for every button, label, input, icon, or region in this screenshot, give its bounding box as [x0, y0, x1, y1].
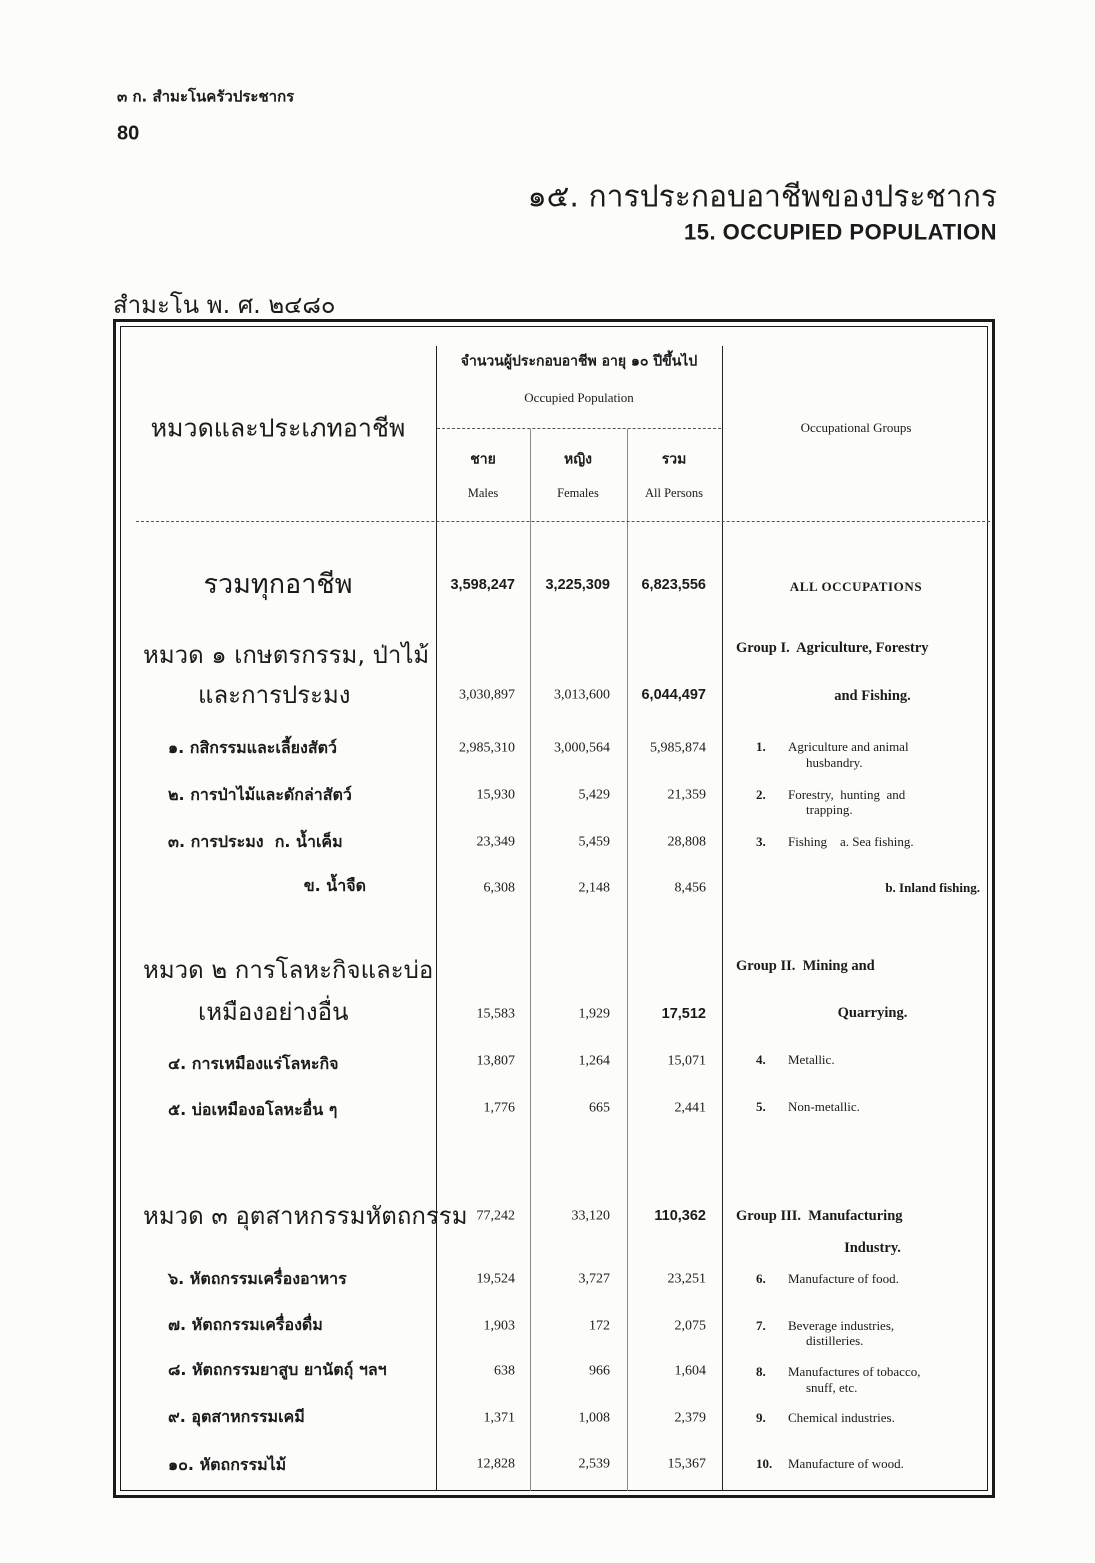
- row-females-value: 33,120: [571, 1208, 610, 1224]
- row-males-value: 1,776: [483, 1100, 515, 1116]
- row-males-value: 77,242: [476, 1208, 515, 1224]
- row-males-value: 1,903: [483, 1318, 515, 1334]
- column-heading-thai: หมวดและประเภทอาชีพ: [150, 413, 406, 443]
- row-thai-label: เหมืองอย่างอื่น: [198, 998, 349, 1026]
- row-english-label: Industry.: [844, 1239, 901, 1256]
- population-heading-thai: จำนวนผู้ประกอบอาชีพ อายุ ๑๐ ปีขึ้นไป: [460, 353, 698, 370]
- column-heading-english: Occupational Groups: [800, 419, 912, 435]
- all-persons-heading-english: All Persons: [645, 486, 703, 501]
- row-english-number: 10.: [756, 1455, 773, 1471]
- row-english-number: 4.: [756, 1051, 766, 1067]
- row-males-value: 15,583: [476, 1006, 515, 1022]
- row-english-label: Manufacture of food.: [788, 1270, 899, 1286]
- column-divider-english: [722, 346, 723, 1491]
- row-thai-label: ๑. กสิกรรมและเลี้ยงสัตว์: [168, 738, 337, 757]
- row-total-value: 2,441: [674, 1100, 706, 1116]
- row-english-label: b. Inland fishing.: [885, 879, 980, 895]
- table-title-thai: ๑๕. การประกอบอาชีพของประชากร: [527, 179, 997, 215]
- row-females-value: 5,429: [578, 787, 610, 803]
- row-thai-label: ๘. หัตถกรรมยาสูบ ยานัตถุ์ ฯลฯ: [168, 1360, 387, 1379]
- row-males-value: 13,807: [476, 1053, 515, 1069]
- row-thai-label: ๓. การประมง ก. น้ำเค็ม: [168, 832, 343, 851]
- row-total-value: 6,823,556: [641, 576, 706, 593]
- row-english-number: 5.: [756, 1098, 766, 1114]
- row-females-value: 1,929: [578, 1006, 610, 1022]
- row-total-value: 5,985,874: [650, 740, 706, 756]
- running-head: ๓ ก. สำมะโนครัวประชากร: [117, 87, 295, 106]
- row-english-number: 2.: [756, 786, 766, 802]
- row-thai-label: หมวด ๑ เกษตรกรรม, ป่าไม้: [143, 641, 430, 669]
- row-total-value: 21,359: [667, 787, 706, 803]
- row-english-number: 6.: [756, 1270, 766, 1286]
- row-english-label: husbandry.: [806, 754, 863, 770]
- row-english-label: Group I. Agriculture, Forestry: [736, 639, 929, 656]
- row-thai-label: หมวด ๓ อุตสาหกรรมหัตถกรรม: [143, 1202, 468, 1230]
- row-thai-label: ข. น้ำจืด: [303, 876, 366, 895]
- row-males-value: 23,349: [476, 834, 515, 850]
- row-thai-label: ๔. การเหมืองแร่โลหะกิจ: [168, 1054, 339, 1073]
- row-males-value: 1,371: [483, 1410, 515, 1426]
- row-thai-label: ๙. อุตสาหกรรมเคมี: [168, 1407, 305, 1426]
- row-english-label: Quarrying.: [837, 1004, 908, 1021]
- row-thai-label: หมวด ๒ การโลหะกิจและบ่อ: [143, 956, 434, 984]
- row-total-value: 15,367: [667, 1456, 706, 1472]
- row-english-label: Group III. Manufacturing: [736, 1207, 903, 1224]
- page-number: 80: [117, 122, 140, 145]
- row-females-value: 3,000,564: [554, 740, 610, 756]
- header-rule: [136, 521, 990, 522]
- row-males-value: 3,030,897: [459, 687, 515, 703]
- table-title-english: 15. OCCUPIED POPULATION: [683, 219, 997, 245]
- row-thai-label: ๒. การป่าไม้และดักล่าสัตว์: [168, 785, 352, 804]
- row-english-label: Fishing a. Sea fishing.: [788, 833, 914, 849]
- row-total-value: 1,604: [674, 1363, 706, 1379]
- row-english-number: 7.: [756, 1317, 766, 1333]
- row-english-label: snuff, etc.: [806, 1379, 858, 1395]
- row-thai-label: รวมทุกอาชีพ: [203, 569, 353, 601]
- row-thai-label: ๕. บ่อเหมืองอโลหะอื่น ๆ: [168, 1100, 338, 1119]
- row-females-value: 966: [589, 1363, 610, 1379]
- row-males-value: 6,308: [483, 880, 515, 896]
- row-females-value: 1,264: [578, 1053, 610, 1069]
- row-total-value: 110,362: [654, 1207, 706, 1224]
- row-english-label: trapping.: [806, 801, 853, 817]
- row-females-value: 5,459: [578, 834, 610, 850]
- row-total-value: 2,075: [674, 1318, 706, 1334]
- row-english-label: Manufactures of tobacco,: [788, 1363, 921, 1379]
- row-english-label: Group II. Mining and: [736, 957, 875, 974]
- row-females-value: 3,013,600: [554, 687, 610, 703]
- row-english-label: Agriculture and animal: [788, 738, 909, 754]
- row-females-value: 1,008: [578, 1410, 610, 1426]
- row-females-value: 2,148: [578, 880, 610, 896]
- row-total-value: 6,044,497: [641, 686, 706, 703]
- row-english-label: Manufacture of wood.: [788, 1455, 904, 1471]
- row-total-value: 15,071: [667, 1053, 706, 1069]
- population-heading-english: Occupied Population: [524, 389, 634, 405]
- females-heading-thai: หญิง: [564, 451, 592, 468]
- row-total-value: 28,808: [667, 834, 706, 850]
- row-thai-label: ๑๐. หัตถกรรมไม้: [168, 1455, 287, 1474]
- row-females-value: 3,727: [578, 1271, 610, 1287]
- males-heading-thai: ชาย: [470, 451, 496, 468]
- row-english-label: ALL OCCUPATIONS: [789, 578, 923, 594]
- row-males-value: 2,985,310: [459, 740, 515, 756]
- row-total-value: 8,456: [674, 880, 706, 896]
- row-total-value: 2,379: [674, 1410, 706, 1426]
- row-english-label: distilleries.: [806, 1332, 864, 1348]
- row-total-value: 23,251: [667, 1271, 706, 1287]
- row-females-value: 665: [589, 1100, 610, 1116]
- row-english-number: 3.: [756, 833, 766, 849]
- row-english-number: 9.: [756, 1409, 766, 1425]
- row-english-label: Metallic.: [788, 1051, 835, 1067]
- row-males-value: 3,598,247: [450, 576, 515, 593]
- row-thai-label: ๖. หัตถกรรมเครื่องอาหาร: [168, 1269, 347, 1288]
- females-heading-english: Females: [557, 486, 599, 501]
- population-heading-rule: [437, 428, 721, 429]
- row-males-value: 12,828: [476, 1456, 515, 1472]
- row-males-value: 638: [494, 1363, 515, 1379]
- males-heading-english: Males: [467, 486, 499, 501]
- all-persons-heading-thai: รวม: [661, 451, 687, 468]
- row-english-label: Beverage industries,: [788, 1317, 895, 1333]
- row-english-label: and Fishing.: [834, 687, 911, 704]
- row-females-value: 172: [589, 1318, 610, 1334]
- row-females-value: 3,225,309: [545, 576, 610, 593]
- row-english-number: 1.: [756, 738, 766, 754]
- census-label: สำมะโน พ. ศ. ๒๔๘๐: [113, 291, 336, 319]
- row-thai-label: และการประมง: [198, 681, 351, 709]
- row-males-value: 15,930: [476, 787, 515, 803]
- row-english-label: Chemical industries.: [788, 1409, 895, 1425]
- row-thai-label: ๗. หัตถกรรมเครื่องดื่ม: [168, 1315, 323, 1334]
- row-english-number: 8.: [756, 1363, 766, 1379]
- row-english-label: Forestry, hunting and: [788, 786, 906, 802]
- row-females-value: 2,539: [578, 1456, 610, 1472]
- row-males-value: 19,524: [476, 1271, 515, 1287]
- row-english-label: Non-metallic.: [788, 1098, 860, 1114]
- row-total-value: 17,512: [661, 1005, 706, 1022]
